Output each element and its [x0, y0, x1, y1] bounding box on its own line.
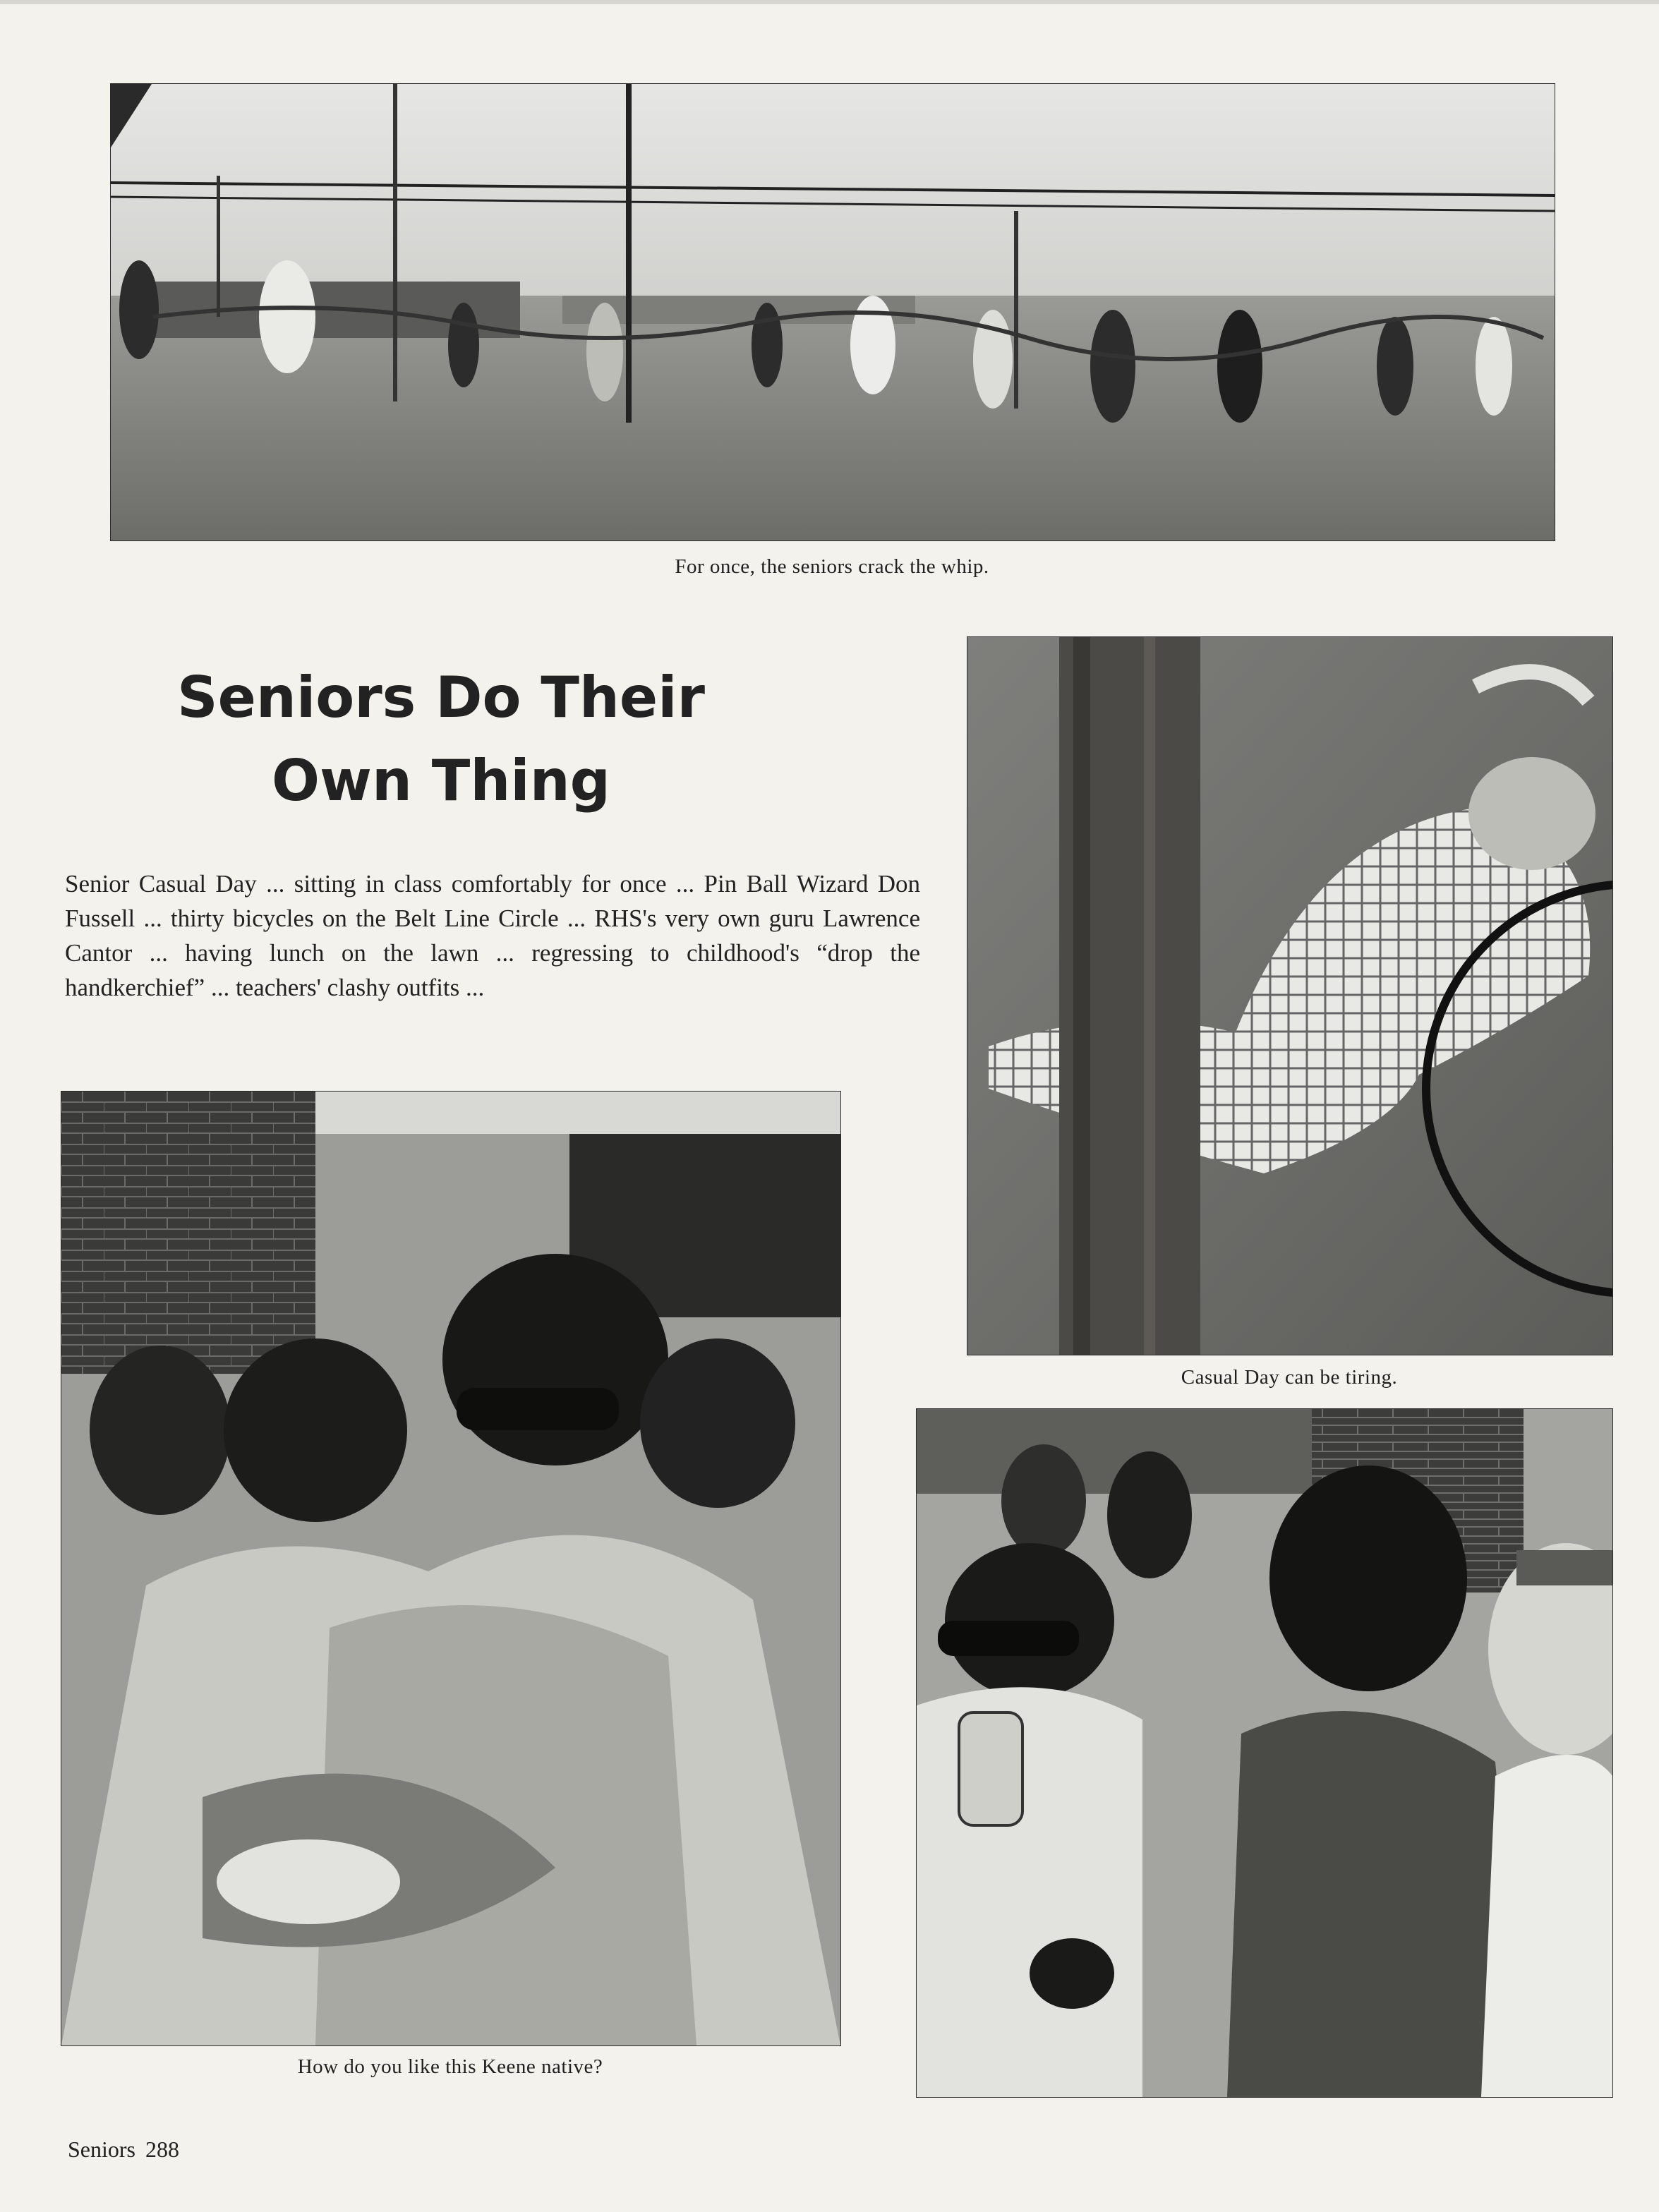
caption-crack-the-whip: For once, the seniors crack the whip.: [675, 555, 989, 578]
page-top-edge: [0, 0, 1659, 4]
photo-keene-native: [61, 1091, 841, 2046]
caption-keene-native: How do you like this Keene native?: [297, 2055, 603, 2078]
photo-lunch-on-lawn: [916, 1408, 1613, 2098]
body-copy: Senior Casual Day ... sitting in class comfortably for once ... Pin Ball Wizard Don Fussell ... thirty bicycles on the Belt Line Circle ... RHS's very own guru Lawrence Cantor ... having lunch on the lawn ... regressing to childhood's “drop the handkerchief” ... teachers' clashy outfits ...: [65, 870, 920, 1001]
page-folio: [68, 2137, 179, 2163]
page-number: 288: [145, 2137, 179, 2162]
photo-casual-day-tiring: [967, 636, 1613, 1355]
page-headline: [106, 656, 776, 823]
photo-crack-the-whip: [110, 83, 1555, 541]
caption-casual-day-tiring: Casual Day can be tiring.: [1181, 1366, 1398, 1389]
folio-section: Seniors: [68, 2137, 135, 2162]
headline-line-1: Seniors Do Their: [176, 665, 705, 730]
headline-line-2: Own Thing: [272, 748, 610, 814]
